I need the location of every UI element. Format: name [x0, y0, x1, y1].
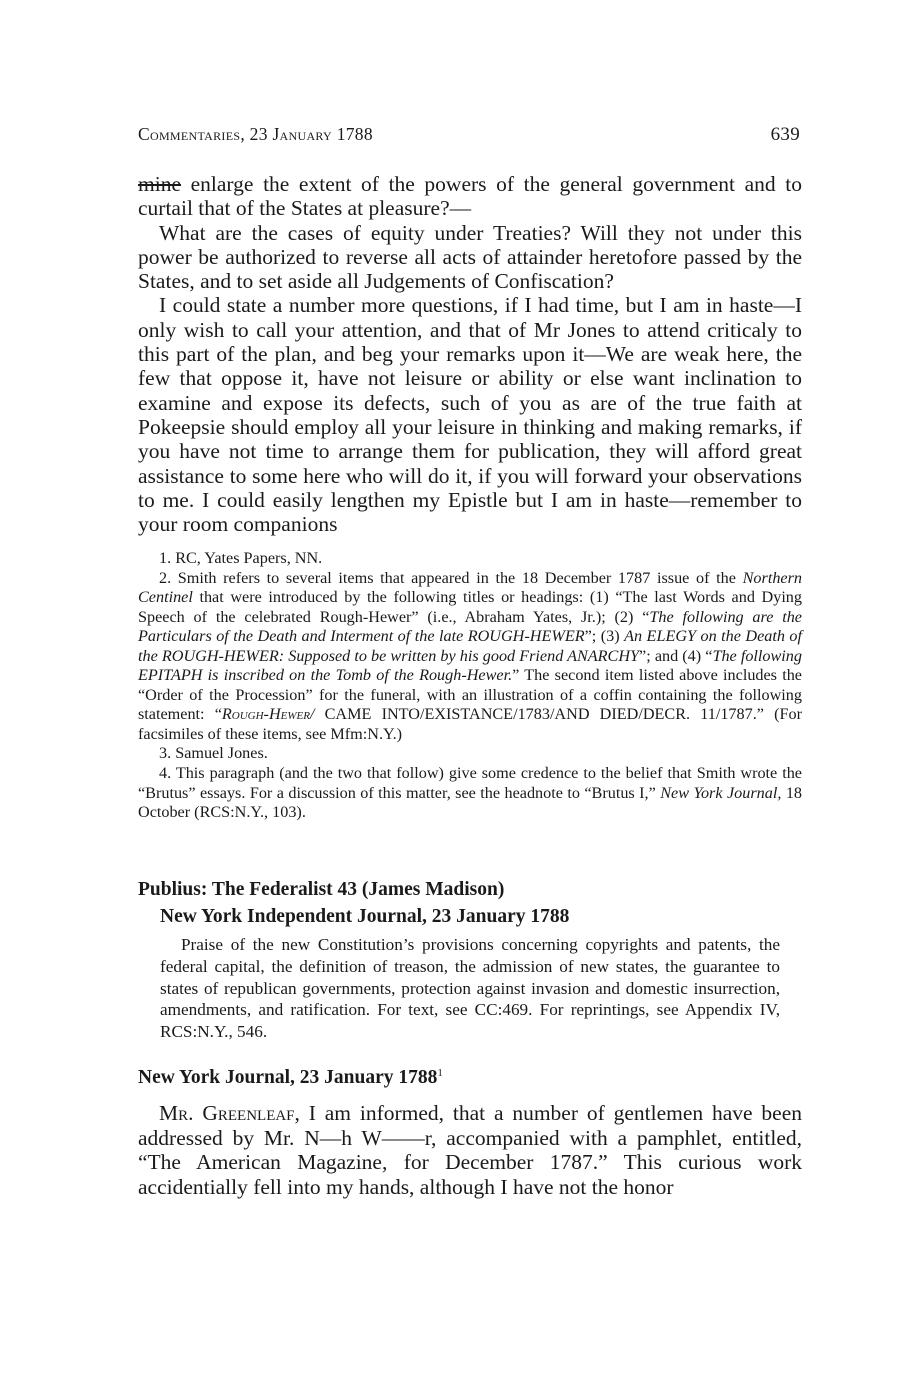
footnote-4 [138, 764, 802, 823]
footnote-2-smallcaps: Rough-Hewer/ [221, 705, 315, 724]
running-head-title: Commentaries, 23 January 1788 [138, 124, 373, 144]
summary-paragraph: Praise of the new Constitution’s provisions concerning copyrights and patents, the federal capital, the definition of treason, the admission of new states, the guarantee to states of republican governments, protection against invasion and domestic insurrection, amendments, and ratification. For text, see CC:469. For reprintings, see Appendix IV, RCS:N.Y., 546. [160, 935, 780, 1042]
footnote-1: 1. RC, Yates Papers, NN. [159, 549, 323, 567]
journal-paragraph [138, 1101, 802, 1199]
footnote-2 [138, 569, 802, 745]
paragraph-2: What are the cases of equity under Treaties? Will they not under this power be authorized to reverse all acts of attainder heretofore passed by the States, and to set aside all Judgements of Confiscation? [138, 220, 802, 294]
footnote-4-italic: New York Journal, [660, 783, 782, 802]
footnote-2-italic: An ELEGY on the Death of the ROUGH-HEWER: Supposed to be written by his good Friend ANARCHY [138, 627, 803, 665]
footnote-2-text: ” The second item listed above includes the “Order of the Procession” for the funeral, with an illustration of a coffin containing the following statement: “ [138, 666, 802, 724]
footnote-4-text: 4. This paragraph (and the two that follow) give some credence to the belief that Smith wrote the “Brutus” essays. For a discussion of this matter, see the headnote to “Brutus I,” [138, 764, 802, 802]
footnote-2-italic: The following are the Particulars of the Death and Interment of the late ROUGH-HEWER [138, 607, 802, 646]
letter-body [138, 172, 802, 536]
footnote-2-text: ”; and (4) “ [639, 646, 713, 665]
footnote-2-text: that were introduced by the following titles or headings: (1) “The last Words and Dying Speech of the celebrated Rough-Hewer” (i.e., Abraham Yates, Jr.); (2) “ [138, 588, 802, 626]
footnote-2-italic: The following EPITAPH is inscribed on the Tomb of the Rough-Hewer. [138, 646, 802, 685]
footnote-2-text: ”; (3) [584, 627, 625, 646]
paragraph-1 [138, 172, 802, 221]
section-heading-line-2: New York Independent Journal, 23 January 1788 [160, 906, 570, 927]
running-head [138, 124, 802, 145]
struck-word: mine [138, 172, 181, 196]
section-heading-line-1: Publius: The Federalist 43 (James Madison) [138, 879, 505, 900]
paragraph-1-text: enlarge the extent of the powers of the general government and to curtail that of the States at pleasure?— [138, 172, 802, 221]
paragraph-3: I could state a number more questions, if I had time, but I am in haste—I only wish to call your attention, and that of Mr Jones to attend criticaly to this part of the plan, and beg your remarks upon it—We are weak here, the few that oppose it, have not leisure or ability or else want inclination to examine and expose its defects, such of you as are of the true faith at Pokeepsie should employ all your leisure in thinking and making remarks, if you have not time to arrange them for publication, they will afford great assistance to some here who will do it, if you will forward your observations to me. I could easily lengthen my Epistle but I am in haste—remember to your room companions [138, 293, 802, 537]
note-reference: 1 [437, 1067, 443, 1079]
footnote-2-italic: Northern Centinel [138, 568, 802, 607]
footnote-2-text: CAME INTO/EXISTANCE/1783/AND DIED/DECR. 11/1787.” (For facsimiles of these items, see Mfm:N.Y.) [138, 705, 802, 743]
footnote-3: 3. Samuel Jones. [159, 744, 268, 763]
journal-paragraph-text: I am informed, that a number of gentlemen have been addressed by Mr. N—h W——r, accompanied with a pamphlet, entitled, “The American Magazine, for December 1787.” This curious work accidentially fell into my hands, although I have not the honor [138, 1101, 802, 1199]
salutation: Mr. Greenleaf, [159, 1101, 300, 1125]
section-heading-federalist [138, 876, 802, 930]
section-summary [160, 934, 780, 1043]
footnotes [138, 549, 802, 823]
page-number: 639 [770, 124, 800, 145]
footnote-2-text: 2. Smith refers to several items that appeared in the 18 December 1787 issue of the [159, 568, 743, 587]
section-heading-journal [138, 1064, 802, 1091]
footnote-4-text: 18 October (RCS:N.Y., 103). [138, 783, 803, 822]
section-heading-text: New York Journal, 23 January 1788 [138, 1067, 438, 1088]
journal-body [138, 1101, 802, 1199]
